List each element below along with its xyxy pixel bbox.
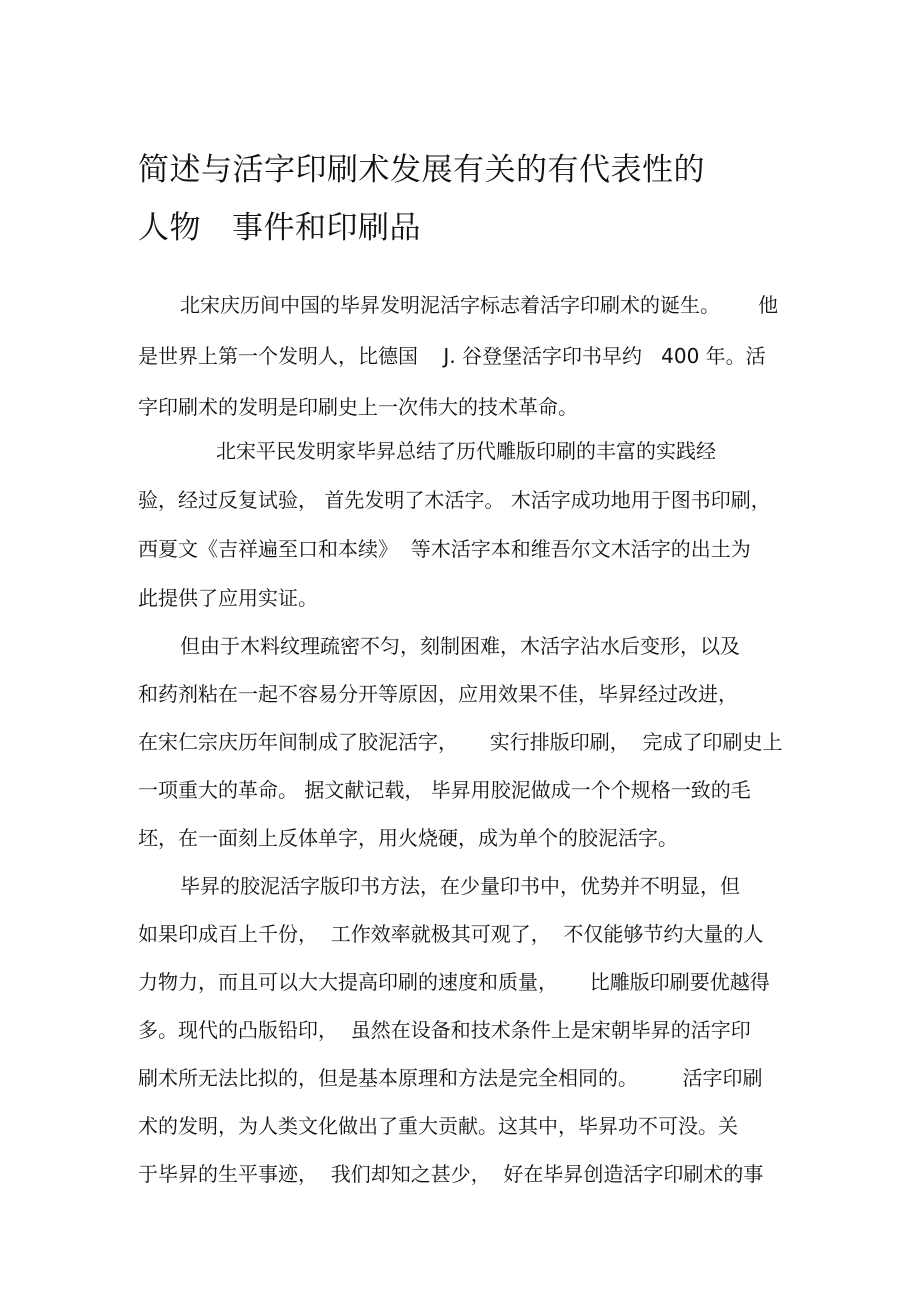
body-line-5: 验，经过反复试验， 首先发明了木活字。 木活字成功地用于图书印刷， [138, 488, 771, 512]
body-line-14: 如果印成百上千份， 工作效率就极其可观了， 不仅能够节约大量的人 [138, 922, 764, 946]
body-line-9: 和药剂粘在一起不容易分开等原因，应用效果不佳，毕昇经过改进， [138, 682, 738, 706]
body-line-1: 北宋庆历间中国的毕昇发明泥活字标志着活字印刷术的诞生。 他 [180, 293, 779, 317]
body-line-2: 是世界上第一个发明人，比德国 J. 谷登堡活字印书早约 400 年。活 [138, 344, 766, 368]
body-line-10: 在宋仁宗庆历年间制成了胶泥活字， 实行排版印刷， 完成了印刷史上 [138, 730, 783, 754]
body-line-6: 西夏文《吉祥遍至口和本续》 等木活字本和维吾尔文木活字的出土为 [138, 537, 751, 561]
body-line-12: 坯，在一面刻上反体单字，用火烧硬，成为单个的胶泥活字。 [138, 826, 678, 850]
body-line-16: 多。现代的凸版铅印， 虽然在设备和技术条件上是宋朝毕昇的活字印 [138, 1018, 751, 1042]
body-line-7: 此提供了应用实证。 [138, 586, 318, 610]
body-line-11: 一项重大的革命。 据文献记载， 毕昇用胶泥做成一个个规格一致的毛 [138, 778, 751, 802]
body-line-17: 刷术所无法比拟的，但是基本原理和方法是完全相同的。 活字印刷 [138, 1066, 763, 1090]
page-title-line-2: 人物 事件和印刷品 [138, 210, 422, 246]
page-title-line-1: 简述与活字印刷术发展有关的有代表性的 [138, 152, 705, 188]
body-line-18: 术的发明，为人类文化做出了重大贡献。这其中，毕昇功不可没。关 [138, 1114, 738, 1138]
body-line-3: 字印刷术的发明是印刷史上一次伟大的技术革命。 [138, 395, 578, 419]
body-line-13: 毕昇的胶泥活字版印书方法，在少量印书中，优势并不明显，但 [180, 874, 740, 898]
body-line-8: 但由于木料纹理疏密不匀，刻制困难，木活字沾水后变形，以及 [180, 634, 740, 658]
body-line-19: 于毕昇的生平事迹， 我们却知之甚少， 好在毕昇创造活字印刷术的事 [138, 1162, 764, 1186]
body-line-15: 力物力，而且可以大大提高印刷的速度和质量， 比雕版印刷要优越得 [138, 970, 770, 994]
body-line-4: 北宋平民发明家毕昇总结了历代雕版印刷的丰富的实践经 [216, 439, 716, 463]
